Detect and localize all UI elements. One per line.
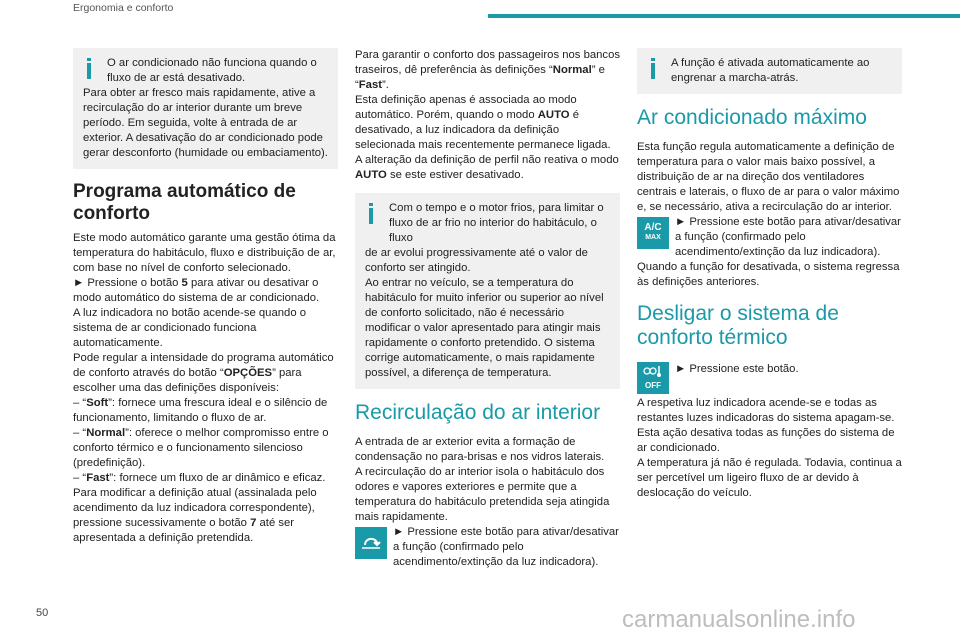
button-instruction	[637, 360, 902, 394]
paragraph: Para garantir o conforto dos passageiros nos bancos traseiros, dê preferência às definições “Normal” e “Fast”.	[355, 49, 621, 91]
header-accent-bar	[488, 14, 960, 18]
note-text: engrenar a marcha-atrás.	[671, 72, 799, 84]
paragraph: Pode regular a intensidade do programa automático de conforto através do botão “OPÇÕES” para escolher uma das definições disponíveis:	[73, 352, 334, 394]
climate-off-button-icon: OFF	[637, 362, 669, 394]
note-text: O ar condicionado não funciona quando o	[107, 57, 317, 69]
paragraph: A recirculação do ar interior isola o habitáculo dos odores e vapores exteriores e permite que a temperatura do habitáculo pretendida seja atingida mais rapidamente.	[355, 466, 610, 523]
column-2	[355, 48, 620, 570]
paragraph: Este modo automático garante uma gestão ótima da temperatura do habitáculo, fluxo e distribuição de ar, com base no nível de conforto selecionado.	[73, 232, 336, 274]
note-text: de ar evolui progressivamente até o valor de conforto ser atingido.	[365, 247, 588, 274]
paragraph: A temperatura já não é regulada. Todavia, continua a ser percetível um ligeiro fluxo de ar devido à deslocação do veículo.	[637, 457, 902, 499]
section-title: Ergonomia e conforto	[73, 2, 174, 14]
note-text: Para obter ar fresco mais rapidamente, ative a recirculação do ar interior durante um breve período. Em seguida, volte à entrada de ar exterior. A desativação do ar condicionado pode gerar desconforto (humidade ou embaciamento).	[83, 87, 328, 159]
section-heading: Recirculação do ar interior	[355, 401, 601, 424]
info-icon	[85, 58, 93, 80]
paragraph: A alteração da definição de perfil não reativa o modo AUTO se este estiver desativado.	[355, 154, 619, 181]
paragraph: ► Pressione este botão.	[675, 363, 799, 375]
paragraph: A luz indicadora no botão acende-se quando o sistema de ar condicionado funciona automaticamente.	[73, 307, 307, 349]
info-icon	[649, 58, 657, 80]
watermark: carmanualsonline.info	[622, 606, 856, 633]
paragraph: ► Pressione o botão 5 para ativar ou desativar o modo automático do sistema de ar condicionado.	[73, 277, 320, 304]
button-instruction	[355, 525, 620, 570]
paragraph: Esta função regula automaticamente a definição de temperatura para o valor mais baixo possível, a distribuição de ar na direção dos ventiladores centrais e laterais, o fluxo de ar para o valor máximo e, se necessário, ativa a recirculação do ar interior.	[637, 141, 900, 213]
page-number: 50	[36, 607, 49, 619]
list-item: – “Fast”: fornece um fluxo de ar dinâmico e eficaz.	[73, 472, 326, 484]
button-instruction	[637, 215, 902, 260]
paragraph: ► Pressione este botão para ativar/desativar a função (confirmado pelo acendimento/extinção da luz indicadora).	[393, 526, 619, 568]
paragraph: Quando a função for desativada, o sistema regressa às definições anteriores.	[637, 261, 900, 288]
note-text: fluxo de ar está desativado.	[107, 72, 246, 84]
paragraph: Esta definição apenas é associada ao modo automático. Porém, quando o modo AUTO é desativado, a luz indicadora da definição selecionada mais recentemente permanece ligada.	[355, 94, 611, 151]
info-note	[73, 48, 338, 169]
column-1	[73, 48, 338, 546]
recirculation-button-icon	[355, 527, 387, 559]
note-text: fluxo de ar frio no interior do habitáculo, o fluxo	[389, 217, 597, 244]
section-heading: Programa automático de conforto	[73, 181, 296, 224]
note-text: Ao entrar no veículo, se a temperatura do habitáculo for muito inferior ou superior ao nível de conforto solicitado, não é necessário modificar o valor apresentado para atingir mais rapidamente o conforto pretendido. O sistema corrige automaticamente, o mais rapidamente possível, a diferença de temperatura.	[365, 277, 604, 379]
note-text: Com o tempo e o motor frios, para limitar o	[389, 202, 604, 214]
note-text: A função é ativada automaticamente ao	[671, 57, 870, 69]
paragraph: Para modificar a definição atual (assinalada pelo acendimento da luz indicadora correspondente), pressione sucessivamente o botão 7 até ser apresentada a definição pretendida.	[73, 487, 317, 544]
paragraph: A respetiva luz indicadora acende-se e todas as restantes luzes indicadoras do sistema apagam-se.	[637, 397, 895, 424]
section-heading: Desligar o sistema de conforto térmico	[637, 302, 839, 349]
paragraph: A entrada de ar exterior evita a formação de condensação no para-brisas e nos vidros laterais.	[355, 436, 605, 463]
info-note	[637, 48, 902, 94]
ac-max-button-icon: A/C MAX	[637, 217, 669, 249]
info-note	[355, 193, 620, 389]
paragraph: Esta ação desativa todas as funções do sistema de ar condicionado.	[637, 427, 895, 454]
column-3	[637, 48, 902, 501]
section-heading: Ar condicionado máximo	[637, 106, 867, 129]
info-icon	[367, 203, 375, 225]
paragraph: ► Pressione este botão para ativar/desativar a função (confirmado pelo acendimento/extinção da luz indicadora).	[675, 216, 901, 258]
list-item: – “Normal”: oferece o melhor compromisso entre o conforto térmico e o funcionamento silencioso (predefinição).	[73, 427, 329, 469]
list-item: – “Soft”: fornece uma frescura ideal e o silêncio de funcionamento, limitando o fluxo de ar.	[73, 397, 328, 424]
